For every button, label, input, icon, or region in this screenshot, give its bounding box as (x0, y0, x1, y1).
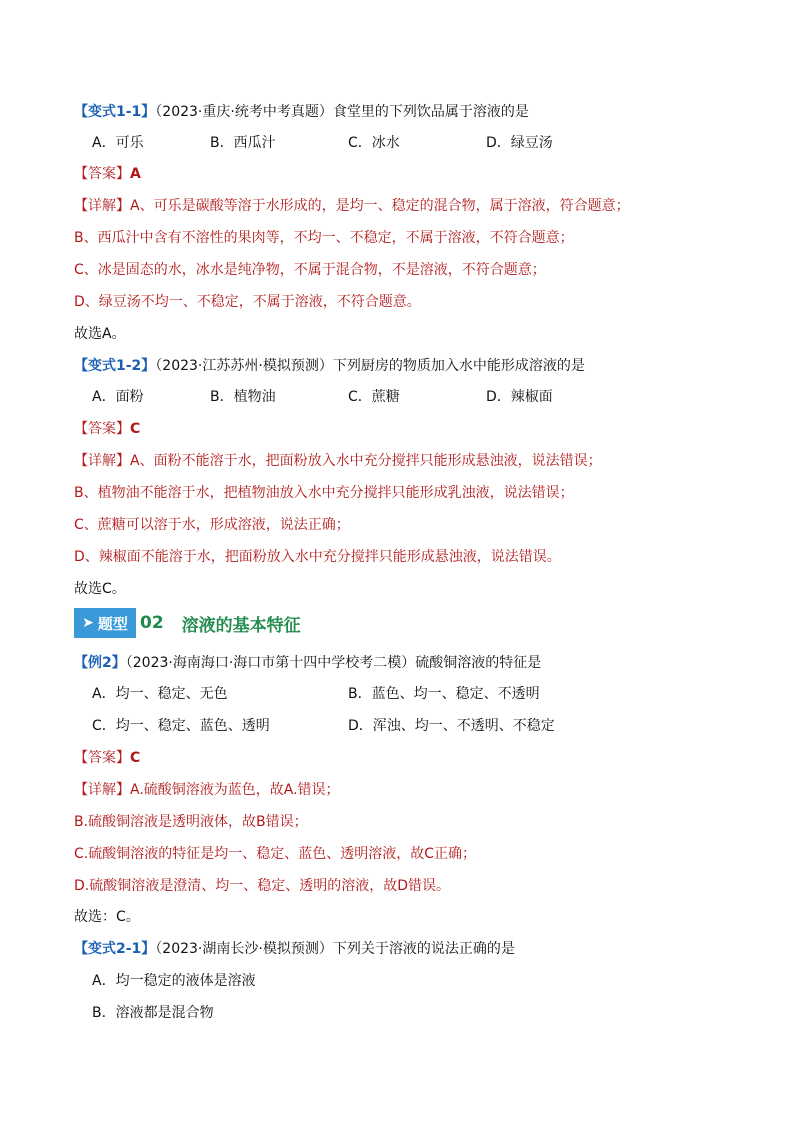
question-tag: 【变式2-1】 (74, 941, 156, 957)
detail-text: A、可乐是碳酸等溶于水形成的，是均一、稳定的混合物，属于溶液，符合题意； (130, 198, 630, 214)
question-v2-1 (74, 940, 515, 958)
section-badge-label: 题型 (97, 614, 128, 633)
question-text: 硫酸铜溶液的特征是 (415, 655, 542, 671)
question-source: （2023·海南海口·海口市第十四中学校考二模） (125, 655, 416, 671)
arrow-icon: ➤ (82, 615, 94, 631)
question-v1-2 (74, 357, 585, 375)
conclusion: 故选C。 (74, 581, 126, 597)
section-heading (74, 608, 301, 638)
option-d: D．浑浊、均一、不透明、不稳定 (348, 718, 555, 734)
detail-line: B、植物油不能溶于水，把植物油放入水中充分搅拌只能形成乳浊液，说法错误； (74, 485, 574, 501)
option-a: A．均一、稳定、无色 (92, 686, 228, 702)
question-tag: 【例2】 (74, 655, 126, 671)
detail-line: B.硫酸铜溶液是透明液体，故B错误； (74, 814, 308, 830)
option-a: A．面粉 (92, 389, 144, 405)
question-source: （2023·湖南长沙·模拟预测） (155, 941, 333, 957)
detail-line (74, 197, 630, 215)
option-d: D．绿豆汤 (486, 135, 553, 151)
option-b: B．植物油 (210, 389, 276, 405)
question-text: 食堂里的下列饮品属于溶液的是 (332, 104, 529, 120)
option-b: B．溶液都是混合物 (92, 1005, 214, 1021)
conclusion: 故选：C。 (74, 909, 140, 925)
question-text: 下列厨房的物质加入水中能形成溶液的是 (332, 358, 585, 374)
detail-line: B、西瓜汁中含有不溶性的果肉等，不均一、不稳定，不属于溶液，不符合题意； (74, 230, 574, 246)
answer-tag: 【答案】 (74, 421, 130, 437)
detail-line: C、蔗糖可以溶于水，形成溶液，说法正确； (74, 517, 350, 533)
question-source: （2023·重庆·统考中考真题） (155, 104, 333, 120)
option-c: C．均一、稳定、蓝色、透明 (92, 718, 270, 734)
answer-line (74, 165, 141, 183)
section-badge (74, 608, 136, 638)
answer-tag: 【答案】 (74, 750, 130, 766)
answer-line (74, 749, 140, 767)
question-text: 下列关于溶液的说法正确的是 (332, 941, 515, 957)
detail-line: C、冰是固态的水，冰水是纯净物，不属于混合物，不是溶液，不符合题意； (74, 262, 546, 278)
answer-tag: 【答案】 (74, 166, 130, 182)
question-source: （2023·江苏苏州·模拟预测） (155, 358, 333, 374)
detail-line: D.硫酸铜溶液是澄清、均一、稳定、透明的溶液，故D错误。 (74, 878, 451, 894)
conclusion: 故选A。 (74, 326, 126, 342)
detail-text: A、面粉不能溶于水，把面粉放入水中充分搅拌只能形成悬浊液，说法错误； (130, 453, 602, 469)
option-b: B．西瓜汁 (210, 135, 276, 151)
section-number: 02 (140, 613, 164, 633)
option-c: C．冰水 (348, 135, 400, 151)
answer-line (74, 420, 140, 438)
answer-value: C (130, 421, 141, 437)
answer-value: A (130, 166, 141, 182)
detail-tag: 【详解】 (74, 453, 130, 469)
option-a: A．可乐 (92, 135, 144, 151)
section-title: 溶液的基本特征 (181, 615, 301, 636)
question-tag: 【变式1-1】 (74, 104, 156, 120)
detail-line: D、辣椒面不能溶于水，把面粉放入水中充分搅拌只能形成悬浊液，说法错误。 (74, 549, 561, 565)
detail-line: C.硫酸铜溶液的特征是均一、稳定、蓝色、透明溶液，故C正确； (74, 846, 476, 862)
detail-line: D、绿豆汤不均一、不稳定，不属于溶液，不符合题意。 (74, 294, 421, 310)
detail-tag: 【详解】 (74, 198, 130, 214)
option-a: A．均一稳定的液体是溶液 (92, 973, 256, 989)
answer-value: C (130, 750, 141, 766)
question-ex2 (74, 654, 541, 672)
question-v1-1 (74, 103, 529, 121)
detail-tag: 【详解】 (74, 782, 130, 798)
detail-line (74, 781, 340, 799)
detail-line (74, 452, 602, 470)
option-d: D．辣椒面 (486, 389, 553, 405)
question-tag: 【变式1-2】 (74, 358, 156, 374)
detail-text: A.硫酸铜溶液为蓝色，故A.错误； (130, 782, 340, 798)
option-c: C．蔗糖 (348, 389, 400, 405)
option-b: B．蓝色、均一、稳定、不透明 (348, 686, 540, 702)
